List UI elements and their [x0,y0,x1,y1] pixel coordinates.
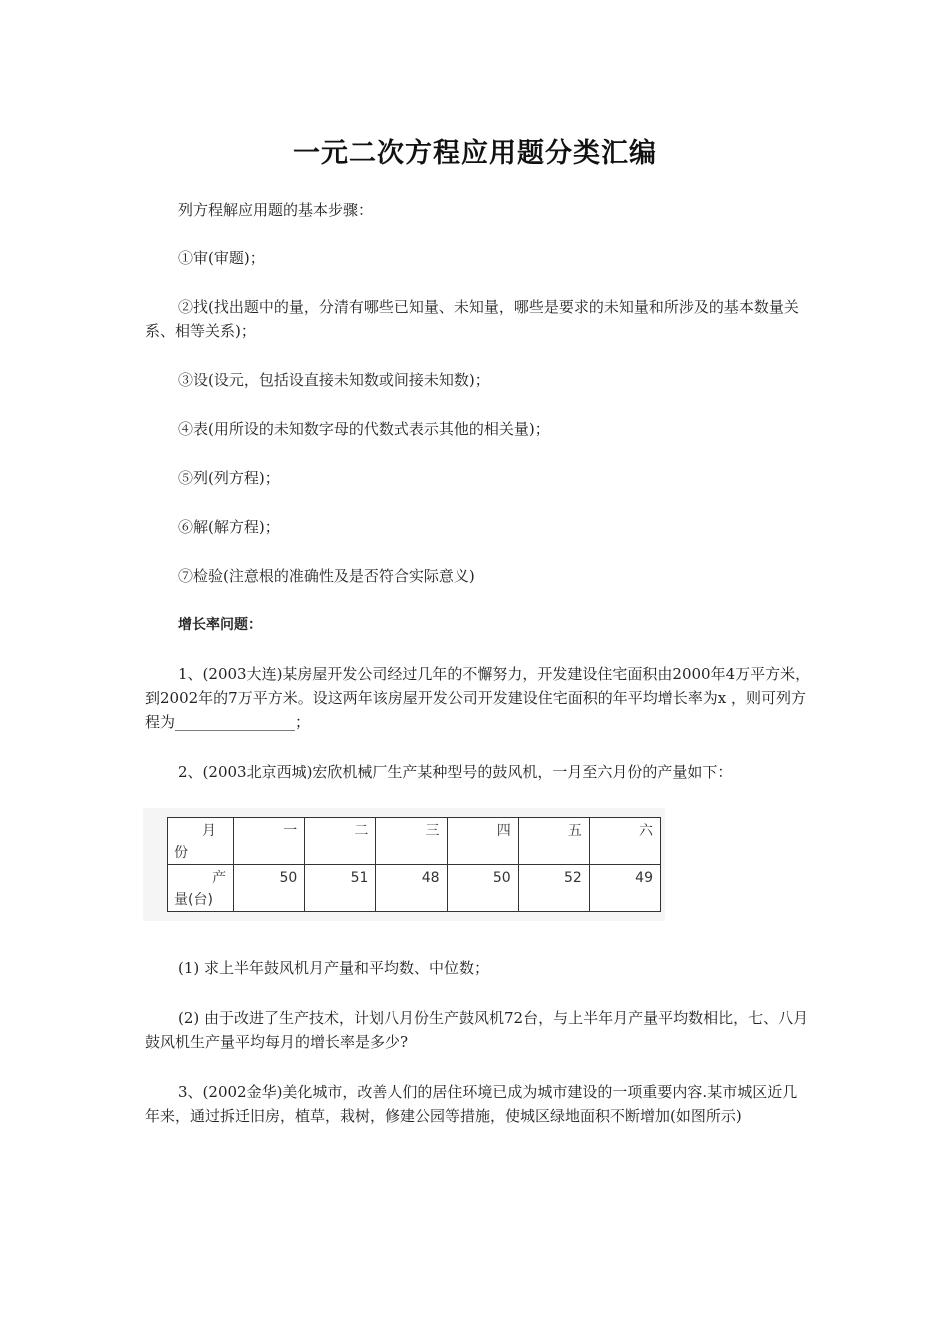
value-cell: 50 [234,865,305,912]
value-cell: 48 [376,865,447,912]
month-cell: 三 [376,818,447,865]
step-5: ⑤列(列方程)； [178,469,280,487]
value-cell: 49 [589,865,660,912]
step-1: ①审(审题)； [178,249,265,267]
row-label-line2: 量(台) [174,892,213,908]
problem-2-question-1: (1) 求上半年鼓风机月产量和平均数、中位数； [178,959,490,977]
problem-2-question-2: (2) 由于改进了生产技术，计划八月份生产鼓风机72台，与上半年月产量平均数相比，七、八月鼓风机生产量平均每月的增长率是多少? [145,1009,809,1051]
step-7: ⑦检验(注意根的准确性及是否符合实际意义) [178,567,475,585]
month-cell: 五 [518,818,589,865]
value-cell: 52 [518,865,589,912]
problem-1: 1、(2003大连)某房屋开发公司经过几年的不懈努力，开发建设住宅面积由2000年4万平方米，到2002年的7万平方米。设这两年该房屋开发公司开发建设住宅面积的年平均增长率为x ，则可列方程为________________； [145,665,811,731]
table-row-output [168,865,661,912]
value-cell: 50 [447,865,518,912]
table-header-cell [168,818,234,865]
section-heading: 增长率问题： [178,617,262,633]
problem-3: 3、(2002金华)美化城市，改善人们的居住环境已成为城市建设的一项重要内容.某市城区近几年来，通过拆迁旧房，植草，栽树，修建公园等措施，使城区绿地面积不断增加(如图所示) [145,1083,798,1125]
header-label-line2: 份 [174,845,188,861]
table-row-label-cell [168,865,234,912]
value-cell: 51 [305,865,376,912]
month-cell: 二 [305,818,376,865]
month-cell: 六 [589,818,660,865]
steps-intro: 列方程解应用题的基本步骤： [178,201,374,219]
step-6: ⑥解(解方程)； [178,518,280,536]
production-table [167,817,661,912]
step-3: ③设(设元，包括设直接未知数或间接未知数)； [178,371,490,389]
document-title: 一元二次方程应用题分类汇编 [293,138,657,169]
month-cell: 一 [234,818,305,865]
table-row-months [168,818,661,865]
production-table-image [143,808,665,921]
problem-2: 2、(2003北京西城)宏欣机械厂生产某种型号的鼓风机，一月至六月份的产量如下： [178,763,733,781]
step-2: ②找(找出题中的量，分清有哪些已知量、未知量，哪些是要求的未知量和所涉及的基本数量关系、相等关系)； [145,298,799,340]
month-cell: 四 [447,818,518,865]
step-4: ④表(用所设的未知数字母的代数式表示其他的相关量)； [178,420,550,438]
header-label-line1: 月 [202,823,216,839]
row-label-line1: 产 [212,870,227,886]
